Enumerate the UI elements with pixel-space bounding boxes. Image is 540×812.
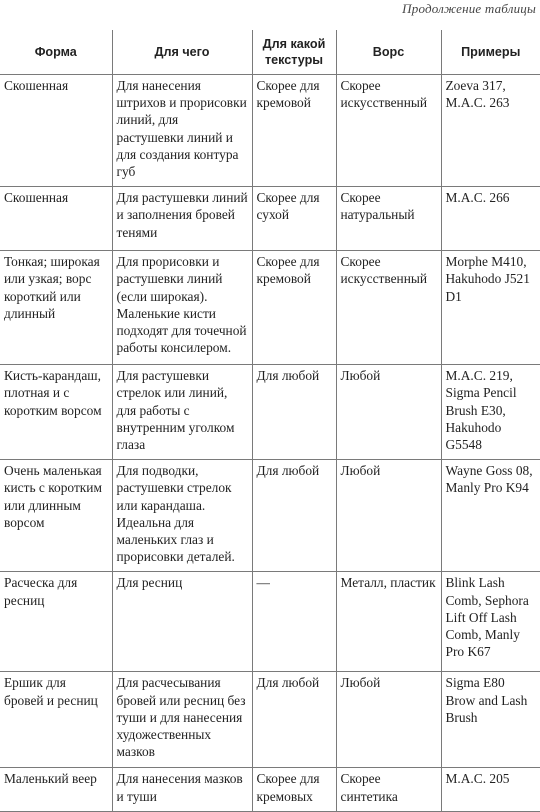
cell-bristle: Скорее натуральный [336,187,441,251]
cell-bristle: Любой [336,365,441,460]
cell-shape: Ершик для бровей и ресниц [0,672,112,768]
cell-texture: Для любой [252,460,336,572]
cell-purpose: Для подводки, растушевки стрелок или карандаша. Идеальна для маленьких глаз и прорисовки деталей. [112,460,252,572]
cell-examples: Morphe M410, Hakuhodo J521 D1 [441,251,540,365]
cell-purpose: Для нанесения штрихов и прорисовки линий, для растушевки линий и для создания контура губ [112,75,252,187]
cell-bristle: Металл, пластик [336,572,441,672]
cell-purpose: Для растушевки линий и заполнения бровей тенями [112,187,252,251]
cell-bristle: Скорее синтетика [336,768,441,812]
cell-texture: Скорее для кремовых [252,768,336,812]
cell-examples: Wayne Goss 08, Manly Pro K94 [441,460,540,572]
cell-texture: — [252,572,336,672]
cell-texture: Для любой [252,672,336,768]
brush-table [0,30,540,812]
cell-shape: Кисть-карандаш, плотная и с коротким ворсом [0,365,112,460]
table-row [0,460,540,572]
cell-examples: M.A.C. 266 [441,187,540,251]
cell-examples: Blink Lash Comb, Sephora Lift Off Lash Comb, Manly Pro K67 [441,572,540,672]
cell-examples: M.A.C. 205 [441,768,540,812]
cell-shape: Скошенная [0,75,112,187]
table-row [0,251,540,365]
cell-bristle: Скорее искусственный [336,75,441,187]
table-row [0,187,540,251]
cell-texture: Скорее для сухой [252,187,336,251]
cell-texture: Скорее для кремовой [252,251,336,365]
cell-shape: Скошенная [0,187,112,251]
table-row [0,768,540,812]
table-header-row [0,30,540,75]
cell-shape: Маленький веер [0,768,112,812]
cell-shape: Очень маленькая кисть с коротким или длинным ворсом [0,460,112,572]
cell-purpose: Для ресниц [112,572,252,672]
cell-purpose: Для прорисовки и растушевки линий (если широкая). Маленькие кисти подходят для точечной работы консилером. [112,251,252,365]
cell-bristle: Любой [336,460,441,572]
header-texture: Для какой текстуры [252,30,336,75]
cell-bristle: Скорее искусственный [336,251,441,365]
cell-texture: Для любой [252,365,336,460]
table-row [0,365,540,460]
cell-shape: Тонкая; широкая или узкая; ворс короткий или длинный [0,251,112,365]
cell-purpose: Для растушевки стрелок или линий, для работы с внутренним уголком глаза [112,365,252,460]
cell-purpose: Для расчесывания бровей или ресниц без туши и для нанесения художественных мазков [112,672,252,768]
cell-examples: M.A.C. 219, Sigma Pencil Brush E30, Hakuhodo G5548 [441,365,540,460]
table-row [0,572,540,672]
table-continuation-caption: Продолжение таблицы [402,1,536,16]
cell-shape: Расческа для ресниц [0,572,112,672]
header-purpose: Для чего [112,30,252,75]
header-shape: Форма [0,30,112,75]
table-row [0,75,540,187]
cell-bristle: Любой [336,672,441,768]
header-examples: Примеры [441,30,540,75]
cell-examples: Zoeva 317, M.A.C. 263 [441,75,540,187]
cell-texture: Скорее для кремовой [252,75,336,187]
header-bristle: Ворс [336,30,441,75]
cell-examples: Sigma E80 Brow and Lash Brush [441,672,540,768]
table-row [0,672,540,768]
cell-purpose: Для нанесения мазков и туши [112,768,252,812]
